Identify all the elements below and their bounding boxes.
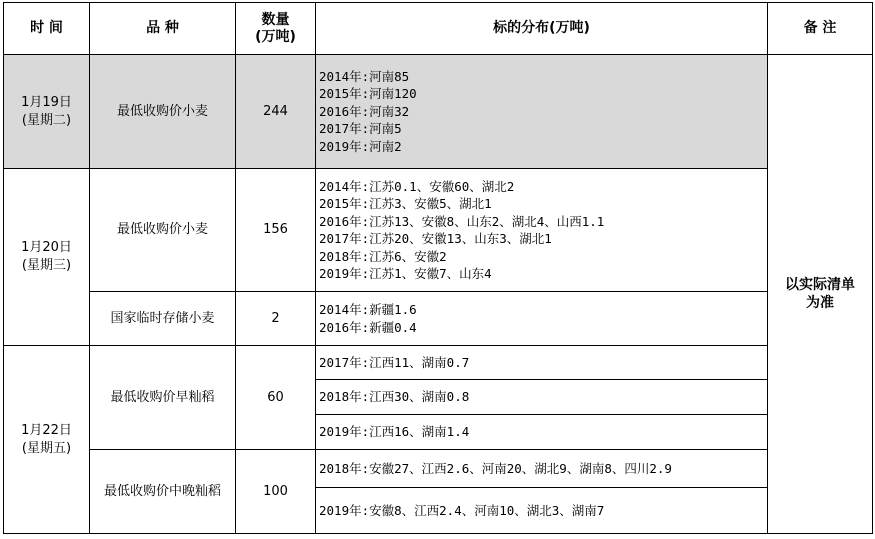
- date-label: 1月19日: [21, 94, 72, 110]
- header-distribution: 标的分布(万吨): [316, 3, 768, 55]
- variety-cell: 国家临时存储小麦: [90, 292, 236, 346]
- date-cell: [4, 346, 90, 534]
- distribution-cell: [316, 488, 768, 534]
- auction-schedule-table: [3, 2, 873, 534]
- header-variety: 品 种: [90, 3, 236, 55]
- variety-cell: 最低收购价早籼稻: [90, 346, 236, 450]
- variety-cell: 最低收购价小麦: [90, 169, 236, 292]
- distribution-line: 2018年:江西30、湖南0.8: [319, 389, 470, 405]
- distribution-line: 2016年:河南32: [319, 103, 410, 119]
- distribution-line: 2018年:安徽27、江西2.6、河南20、湖北9、湖南8、四川2.9: [319, 460, 672, 476]
- table-row: [4, 169, 873, 292]
- weekday-label: (星期五): [21, 440, 72, 456]
- quantity-cell: 100: [236, 450, 316, 534]
- header-quantity-line1: 数量: [261, 11, 290, 28]
- table-row: [4, 55, 873, 169]
- table-row: [4, 292, 873, 346]
- distribution-line: 2018年:江苏6、安徽2: [319, 248, 447, 264]
- distribution-line: 2019年:安徽8、江西2.4、河南10、湖北3、湖南7: [319, 502, 605, 518]
- distribution-line: 2019年:河南2: [319, 138, 402, 154]
- weekday-label: (星期二): [21, 112, 72, 128]
- date-label: 1月20日: [21, 240, 72, 255]
- header-row: [4, 3, 873, 55]
- distribution-line: 2017年:江苏20、安徽13、山东3、湖北1: [319, 231, 552, 246]
- variety-cell: 最低收购价小麦: [90, 55, 236, 169]
- header-quantity: [236, 3, 316, 55]
- distribution-line: 2016年:江苏13、安徽8、山东2、湖北4、山西1.1: [319, 213, 605, 229]
- distribution-cell: [316, 450, 768, 488]
- distribution-cell: [316, 380, 768, 415]
- distribution-cell: [316, 169, 768, 292]
- date-label: 1月22日: [21, 422, 72, 438]
- distribution-cell: [316, 292, 768, 346]
- header-quantity-line2: (万吨): [255, 28, 296, 45]
- distribution-line: 2014年:江苏0.1、安徽60、湖北2: [319, 178, 515, 194]
- distribution-line: 2014年:新疆1.6: [319, 302, 417, 317]
- distribution-line: 2019年:江西16、湖南1.4: [319, 424, 470, 440]
- table-row: [4, 450, 873, 488]
- distribution-line: 2019年:江苏1、安徽7、山东4: [319, 266, 492, 281]
- variety-cell: 最低收购价中晚籼稻: [90, 450, 236, 534]
- distribution-line: 2016年:新疆0.4: [319, 319, 417, 335]
- quantity-cell: 244: [236, 55, 316, 169]
- date-cell: [4, 169, 90, 346]
- header-remark: 备 注: [768, 3, 873, 55]
- distribution-line: 2015年:江苏3、安徽5、湖北1: [319, 196, 492, 211]
- header-time: 时 间: [4, 3, 90, 55]
- remark-cell: [768, 55, 873, 534]
- table-row: [4, 346, 873, 380]
- remark-text: 以实际清单为准: [785, 277, 855, 311]
- distribution-cell: [316, 55, 768, 169]
- distribution-cell: [316, 415, 768, 450]
- distribution-cell: [316, 346, 768, 380]
- weekday-label: (星期三): [21, 258, 72, 273]
- distribution-line: 2017年:江西11、湖南0.7: [319, 354, 470, 370]
- distribution-line: 2017年:河南5: [319, 121, 402, 137]
- date-cell: [4, 55, 90, 169]
- quantity-cell: 156: [236, 169, 316, 292]
- quantity-cell: 60: [236, 346, 316, 450]
- distribution-line: 2015年:河南120: [319, 86, 417, 102]
- quantity-cell: 2: [236, 292, 316, 346]
- distribution-line: 2014年:河南85: [319, 68, 410, 84]
